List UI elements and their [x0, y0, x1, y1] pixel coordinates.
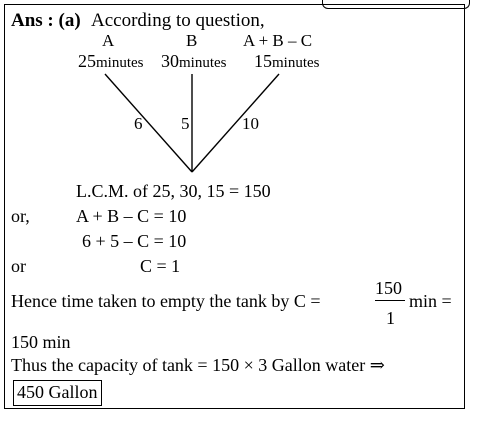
fraction-denominator: 1 [386, 308, 395, 328]
pipe-b-efficiency: 5 [181, 114, 190, 133]
final-answer-box [13, 380, 102, 406]
pipe-a-time: 25minutes [78, 51, 144, 71]
answer-intro: According to question, [91, 10, 265, 31]
hence-text: Hence time taken to empty the tank by C = [11, 291, 321, 311]
pipe-a-efficiency: 6 [134, 114, 143, 133]
pipe-c-combo-efficiency: 10 [242, 114, 259, 133]
pipe-c-combo-name: A + B – C [243, 31, 313, 50]
fraction-bar [375, 300, 405, 301]
hence-unit: min = [409, 291, 452, 311]
answer-prefix: Ans : (a) [11, 10, 81, 31]
capacity-text: Thus the capacity of tank = 150 × 3 Gallon water ⇒ [11, 355, 385, 375]
step-3-lead: or [11, 256, 26, 276]
final-answer: 450 Gallon [17, 382, 98, 402]
pipe-c-combo-time: 15minutes [254, 51, 320, 71]
lcm-line: L.C.M. of 25, 30, 15 = 150 [76, 181, 271, 201]
pipe-b-time: 30minutes [161, 51, 227, 71]
step-2-expr: 6 + 5 – C = 10 [82, 231, 187, 251]
step-1-expr: A + B – C = 10 [76, 206, 187, 226]
fraction-numerator: 150 [375, 278, 402, 298]
hence-result: 150 min [11, 332, 71, 352]
pipe-b-name: B [186, 31, 198, 50]
tree-line-c [192, 74, 279, 172]
step-1-lead: or, [11, 206, 30, 226]
step-3-expr: C = 1 [140, 256, 181, 276]
pipe-a-name: A [102, 31, 115, 50]
tree-line-a [105, 74, 192, 172]
